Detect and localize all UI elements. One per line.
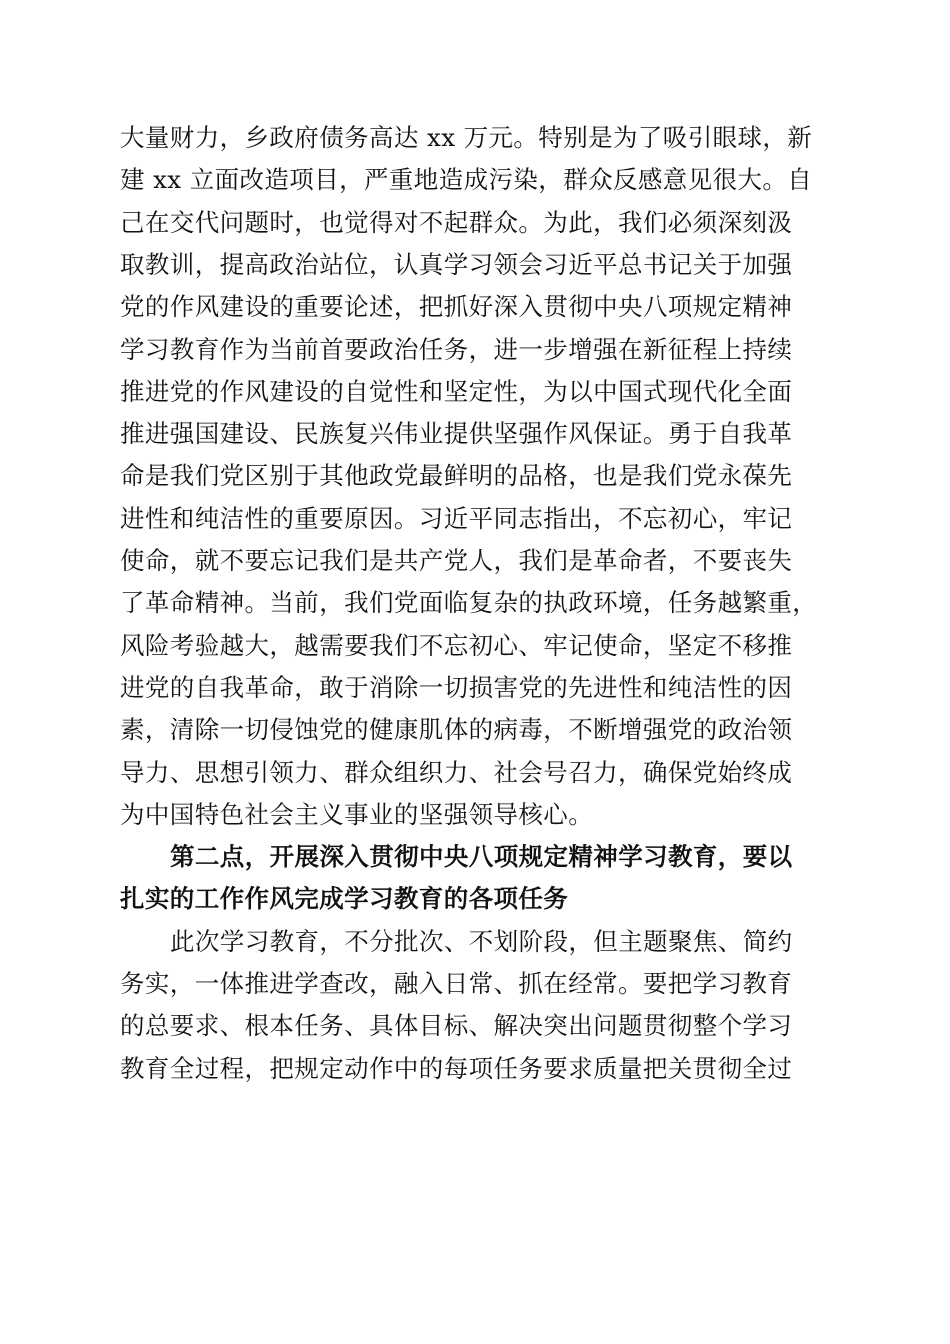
section-heading-line: 扎实的工作作风完成学习教育的各项任务 (120, 884, 569, 914)
paragraph-line: 建 xx 立面改造项目，严重地造成污染，群众反感意见很大。自 (120, 165, 813, 195)
paragraph-line: 导力、思想引领力、群众组织力、社会号召力，确保党始终成 (120, 757, 793, 787)
paragraph-line: 推进党的作风建设的自觉性和坚定性，为以中国式现代化全面 (120, 376, 793, 406)
section-heading-line: 第二点，开展深入贯彻中央八项规定精神学习教育，要以 (170, 842, 793, 872)
paragraph-line: 为中国特色社会主义事业的坚强领导核心。 (120, 799, 594, 829)
paragraph-line: 党的作风建设的重要论述，把抓好深入贯彻中央八项规定精神 (120, 292, 793, 322)
paragraph-line: 己在交代问题时，也觉得对不起群众。为此，我们必须深刻汲 (120, 207, 793, 237)
paragraph-line: 务实，一体推进学查改，融入日常、抓在经常。要把学习教育 (120, 969, 793, 998)
paragraph-line: 素，清除一切侵蚀党的健康肌体的病毒，不断增强党的政治领 (120, 715, 793, 745)
paragraph-line: 学习教育作为当前首要政治任务，进一步增强在新征程上持续 (120, 334, 793, 364)
paragraph-line: 使命，就不要忘记我们是共产党人，我们是革命者，不要丧失 (120, 546, 793, 575)
paragraph-line: 此次学习教育，不分批次、不划阶段，但主题聚焦、简约 (170, 926, 793, 956)
paragraph-line: 进党的自我革命，敢于消除一切损害党的先进性和纯洁性的因 (120, 672, 793, 702)
paragraph-line: 进性和纯洁性的重要原因。习近平同志指出，不忘初心，牢记 (120, 503, 793, 533)
paragraph-line: 的总要求、根本任务、具体目标、解决突出问题贯彻整个学习 (120, 1011, 793, 1041)
paragraph-line: 命是我们党区别于其他政党最鲜明的品格，也是我们党永葆先 (120, 461, 793, 491)
paragraph-line: 了革命精神。当前，我们党面临复杂的执政环境，任务越繁重， (120, 588, 818, 618)
paragraph-line: 大量财力，乡政府债务高达 xx 万元。特别是为了吸引眼球，新 (120, 123, 813, 152)
paragraph-line: 取教训，提高政治站位，认真学习领会习近平总书记关于加强 (120, 249, 793, 279)
paragraph-line: 教育全过程，把规定动作中的每项任务要求质量把关贯彻全过 (120, 1053, 793, 1083)
paragraph-line: 推进强国建设、民族复兴伟业提供坚强作风保证。勇于自我革 (120, 419, 793, 449)
paragraph-line: 风险考验越大，越需要我们不忘初心、牢记使命，坚定不移推 (120, 630, 793, 660)
